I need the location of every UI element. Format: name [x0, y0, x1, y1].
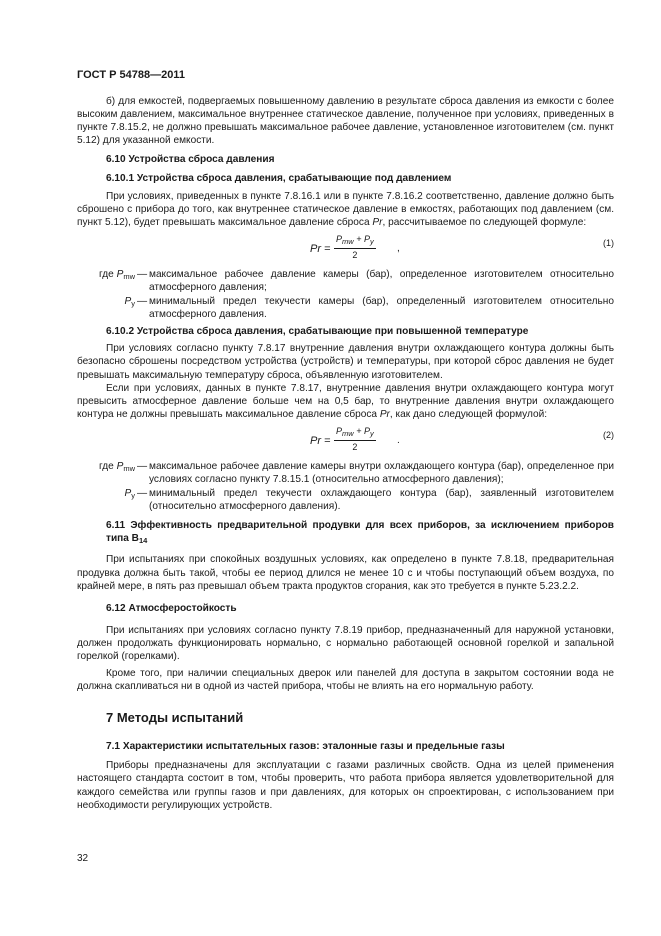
formula-number: (2) — [603, 429, 614, 440]
page-number: 32 — [77, 853, 89, 864]
paragraph-6-10-2-a: При условиях согласно пункту 7.8.17 внутренние давления внутри охлаждающего контура должны быть безопасно сброшены посредством устройства (устройств) и температуры, при которой сброс давления не будет превышать максимальную температуру сброса, объявленную изготовителем. — [77, 343, 614, 381]
heading-6-10-1: 6.10.1 Устройства сброса давления, срабатывающие под давлением — [106, 173, 452, 185]
heading-7: 7 Методы испытаний — [106, 710, 244, 726]
where-item: где $P_{mw}$ — максимальное рабочее давление камеры (бар), определенное изготовителем относительно атмосферного давления; — [99, 268, 614, 293]
formula-tail: , — [397, 242, 400, 254]
paragraph-6-11: При испытаниях при спокойных воздушных условиях, как определено в пункте 7.8.18, предварительная продувка должна быть такой, чтобы ее период длился не менее 10 с и чтобы поступающий объем воздуха, по крайней мере, в пять раз превышал объем тракта продуктов сгорания, как это требуется в пункте 5.23.2.2. — [77, 554, 614, 592]
where-item: где $P_{mw}$ — максимальное рабочее давление камеры внутри охлаждающего контура (бар), определенное при условиях согласно пункту 7.8.15.1 (относительно атмосферного давления); — [99, 460, 614, 485]
paragraph-7-1: Приборы предназначены для эксплуатации с газами различных свойств. Одна из целей применения настоящего стандарта состоит в том, чтобы проверить, что работа прибора является удовлетворительной для каждого семейства или группы газов и при давлениях, для которых он спроектирован, с использованием при необходимости регулирующих устройств. — [77, 760, 614, 811]
formula-number: (1) — [603, 237, 614, 248]
heading-6-10: 6.10 Устройства сброса давления — [106, 154, 275, 166]
where-item: $P_y$ — минимальный предел текучести камеры (бар), определенный изготовителем относительно атмосферного давления. — [124, 296, 614, 321]
heading-6-12: 6.12 Атмосферостойкость — [106, 602, 237, 614]
formula-lhs: Pr = — [310, 434, 331, 447]
formula-2 — [77, 426, 614, 456]
formula-denominator: 2 — [352, 249, 358, 260]
formula-fraction — [334, 426, 376, 453]
heading-6-11: 6.11 Эффективность предварительной продувки для всех приборов, за исключением приборов типа $В_{14}$ — [106, 520, 614, 546]
heading-7-1: 7.1 Характеристики испытательных газов: эталонные газы и предельные газы — [106, 741, 505, 753]
paragraph-6-12-a: При испытаниях при условиях согласно пункту 7.8.19 прибор, предназначенный для наружной установки, должен продолжать функционировать нормально, с нормально работающей основной горелкой и запальной горелкой (горелками). — [77, 624, 614, 662]
paragraph-b: б) для емкостей, подвергаемых повышенному давлению в результате сброса давления из емкости с более высоким давлением, максимальное внутреннее статическое давление, полученное при условиях, приведенных в пункте 7.8.15.2, не должно превышать максимальное рабочее давление, установленное изготовителем (см. пункт 5.12) для указанной емкости. — [77, 96, 614, 147]
formula-tail: . — [397, 434, 400, 446]
where-item: $P_y$ — минимальный предел текучести охлаждающего контура (бар), заявленный изготовителем (относительно атмосферного давления). — [124, 488, 614, 513]
paragraph-6-10-1: При условиях, приведенных в пункте 7.8.16.1 или в пункте 7.8.16.2 соответственно, давление должно быть сброшено с прибора до того, как внутреннее статическое давление в емкостях, работающих под давлением (см. пункт 5.12), будет превышать максимальное давление сброса Pr, рассчитываемое по следующей формуле: — [77, 190, 614, 228]
document-header: ГОСТ Р 54788—2011 — [77, 69, 185, 81]
formula-1 — [77, 234, 614, 264]
paragraph-6-12-b: Кроме того, при наличии специальных дверок или панелей для доступа в закрытом состоянии вода не должна скапливаться ни в одной из частей прибора, чтобы не влиять на его нормальную работу. — [77, 668, 614, 693]
formula-lhs: Pr = — [310, 242, 331, 255]
heading-6-10-2: 6.10.2 Устройства сброса давления, срабатывающие при повышенной температуре — [106, 326, 529, 338]
paragraph-6-10-2-b: Если при условиях, данных в пункте 7.8.17, внутренние давления внутри охлаждающего контура могут превысить атмосферное давление больше чем на 0,5 бар, то внутренние давления внутри охлаждающего контура не должны превышать максимальное давление сброса Pr, как дано следующей формулой: — [77, 382, 614, 420]
document-body — [77, 95, 614, 812]
formula-fraction — [334, 234, 376, 261]
formula-numerator: $P_{mw} + P_y$ — [334, 426, 376, 441]
formula-numerator: $P_{mw} + P_y$ — [334, 234, 376, 249]
formula-denominator: 2 — [352, 441, 358, 452]
